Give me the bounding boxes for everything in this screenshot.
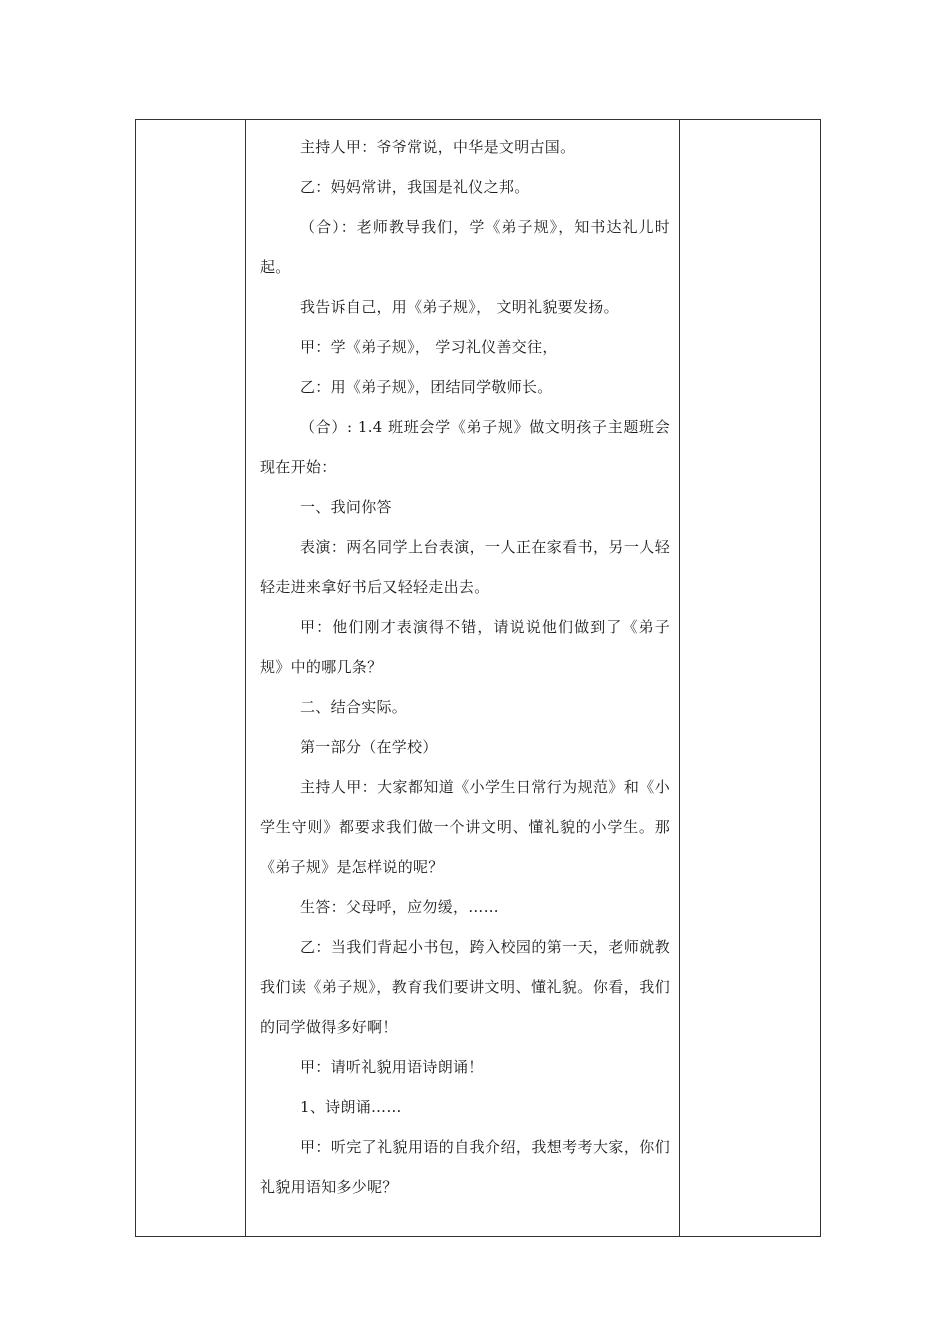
paragraph: 我告诉自己，用《弟子规》， 文明礼貌要发扬。	[300, 298, 619, 316]
paragraph: （合）: 1.4 班班会学《弟子规》做文明孩子主题班会现在开始：	[260, 418, 670, 476]
table-middle-cell	[260, 127, 670, 1207]
paragraph: 甲：学《弟子规》， 学习礼仪善交往，	[300, 338, 558, 356]
lesson-plan-table	[135, 119, 821, 1237]
paragraph: 主持人甲：爷爷常说，中华是文明古国。	[300, 138, 576, 156]
paragraph: 乙：当我们背起小书包，跨入校园的第一天，老师就教我们读《弟子规》，教育我们要讲文明、懂礼貌。你看，我们的同学做得多好啊！	[260, 938, 670, 1036]
paragraph: 生答：父母呼，应勿缓，……	[300, 898, 499, 916]
paragraph: 表演：两名同学上台表演，一人正在家看书，另一人轻轻走进来拿好书后又轻轻走出去。	[260, 538, 670, 596]
column-divider-left	[245, 120, 246, 1236]
paragraph: 甲：听完了礼貌用语的自我介绍，我想考考大家，你们礼貌用语知多少呢？	[260, 1138, 670, 1196]
paragraph: 甲：他们刚才表演得不错，请说说他们做到了《弟子规》中的哪几条？	[260, 618, 670, 676]
column-divider-right	[679, 120, 680, 1236]
paragraph: 乙：用《弟子规》，团结同学敬师长。	[300, 378, 553, 396]
paragraph: 主持人甲：大家都知道《小学生日常行为规范》和《小学生守则》都要求我们做一个讲文明、懂礼貌的小学生。那《弟子规》是怎样说的呢？	[260, 778, 670, 876]
section-heading: 一、我问你答	[300, 498, 392, 516]
paragraph: 甲：请听礼貌用语诗朗诵！	[300, 1058, 484, 1076]
paragraph: （合）：老师教导我们，学《弟子规》，知书达礼儿时起。	[260, 218, 670, 276]
paragraph: 乙：妈妈常讲，我国是礼仪之邦。	[300, 178, 530, 196]
section-heading: 二、结合实际。	[300, 698, 408, 716]
subsection-heading: 第一部分（在学校）	[300, 738, 438, 756]
paragraph: 1、诗朗诵……	[300, 1098, 402, 1116]
